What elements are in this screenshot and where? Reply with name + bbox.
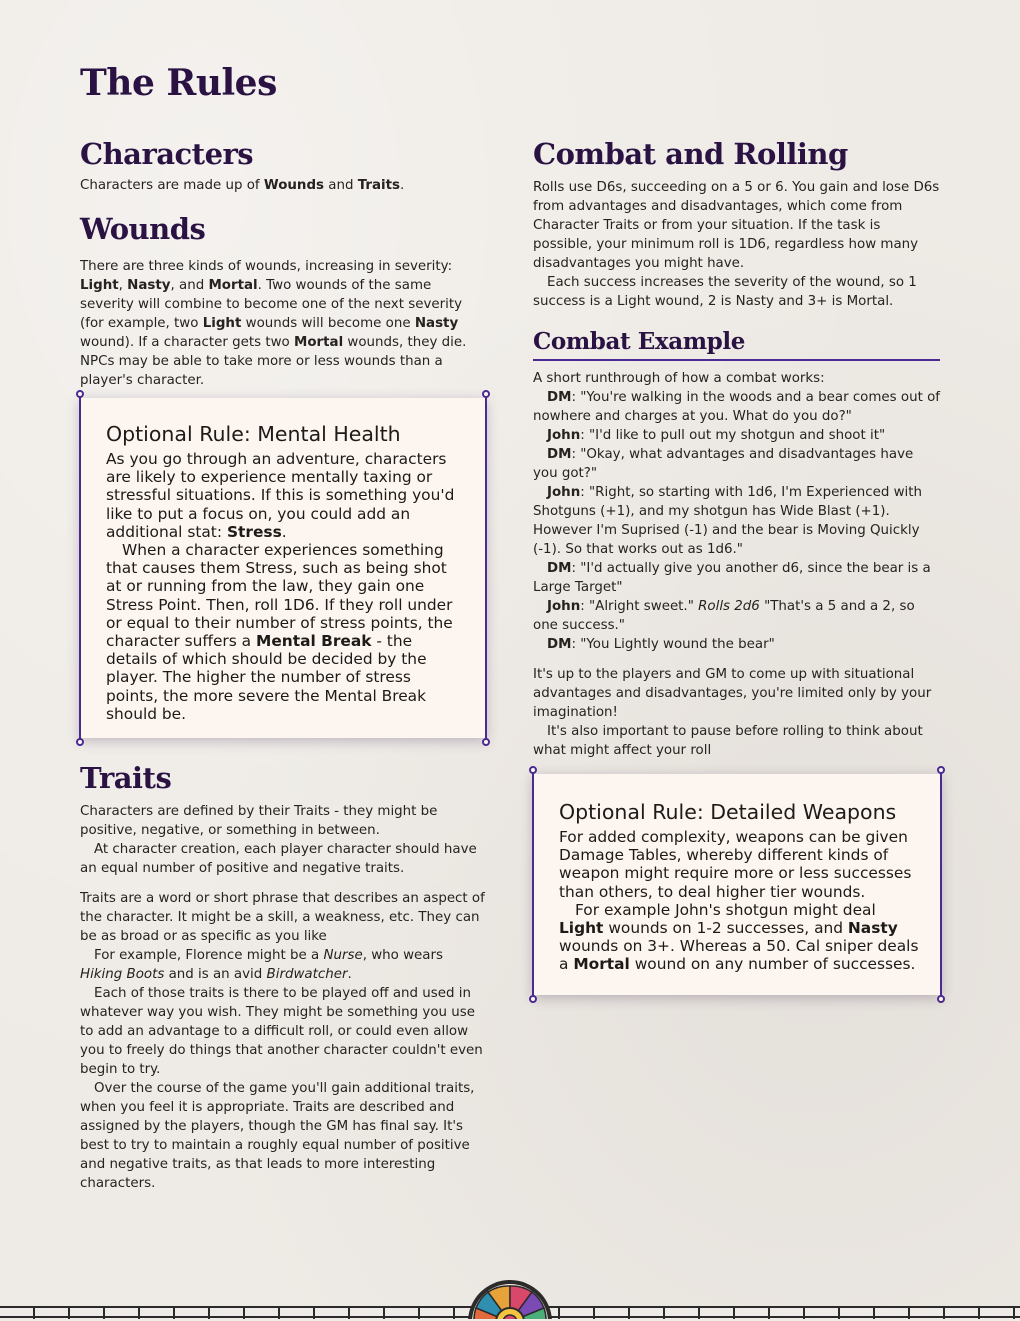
traits-p5: Each of those traits is there to be played off and used in whatever way you wish. They might be something you use to add an advantage to a difficult roll, or could even allow you to freely do things that another character couldn't even begin to try.	[80, 986, 483, 1077]
weapons-p1: For added complexity, weapons can be given Damage Tables, whereby different kinds of weapon might require more or less successes than others, to deal higher tier wounds.	[559, 828, 912, 901]
ornament	[76, 390, 84, 398]
detailed-weapons-box	[533, 774, 941, 995]
ornament	[529, 766, 537, 774]
wounds-heading: Wounds	[80, 212, 206, 246]
traits-p2: At character creation, each player character should have an equal number of positive and negative traits.	[80, 842, 477, 876]
characters-heading: Characters	[80, 137, 254, 171]
combat-after-p1: It's up to the players and GM to come up with situational advantages and disadvantages, you're limited only by your imagination!	[533, 667, 932, 720]
dialogue-line: DM: "You Lightly wound the bear"	[547, 637, 775, 652]
ornament	[482, 738, 490, 746]
wounds-text: There are three kinds of wounds, increasing in severity: Light, Nasty, and Mortal. Two wounds of the same severity will combine to become one of the next severity (for example, two Light wounds will become one Nasty wound). If a character gets two Mortal wounds, they die. NPCs may be able to take more or less wounds than a player's character.	[80, 259, 467, 388]
traits-p3: Traits are a word or short phrase that describes an aspect of the character. It might be a skill, a weakness, etc. They can be as broad or as specific as you like	[80, 891, 485, 944]
mental-health-p2: When a character experiences something that causes them Stress, such as being shot at or running from the law, they gain one Stress Point. Then, roll 1D6. If they roll under or equal to their number of stress points, the character suffers a Mental Break - the details of which should be decided by the player. The higher the number of stress points, the more severe the Mental Break should be.	[106, 541, 453, 723]
stained-glass-emblem	[466, 1278, 554, 1319]
mental-health-p1: As you go through an adventure, characters are likely to experience mentally taxing or stressful situations. If this is something you'd like to put a focus on, you could add an additional stat: Stress.	[106, 450, 455, 541]
ornament	[529, 995, 537, 1003]
page-title: The Rules	[80, 62, 277, 104]
mental-health-title: Optional Rule: Mental Health	[106, 422, 401, 446]
combat-p2: Each success increases the severity of the wound, so 1 success is a Light wound, 2 is Nasty and 3+ is Mortal.	[533, 275, 917, 309]
dialogue-line: John: "I'd like to pull out my shotgun and shoot it"	[547, 428, 886, 443]
traits-p1: Characters are defined by their Traits - they might be positive, negative, or something in between.	[80, 804, 438, 838]
left-column	[80, 134, 485, 390]
box-right-border	[485, 394, 487, 742]
dialogue-line: John: "Right, so starting with 1d6, I'm Experienced with Shotguns (+1), and my shotgun has Wide Blast (+1). However I'm Suprised (-1) and the bear is Moving Quickly (-1). So that works out as 1d6."	[533, 485, 923, 557]
mental-health-box	[80, 398, 486, 738]
combat-p1: Rolls use D6s, succeeding on a 5 or 6. You gain and lose D6s from advantages and disadvantages, which come from Character Traits or from your situation. If the task is possible, your minimum roll is 1D6, regardless how many disadvantages you might have.	[533, 180, 940, 271]
traits-p4: For example, Florence might be a Nurse, who wears Hiking Boots and is an avid Birdwatcher.	[80, 948, 443, 982]
traits-heading: Traits	[80, 761, 172, 795]
traits-section	[80, 758, 485, 1193]
dialogue-line: John: "Alright sweet." Rolls 2d6 "That's a 5 and a 2, so one success."	[533, 599, 915, 633]
combat-example-intro: A short runthrough of how a combat works:	[533, 371, 825, 386]
right-column	[533, 134, 940, 760]
ornament	[76, 738, 84, 746]
ornament	[937, 766, 945, 774]
characters-text: Characters are made up of Wounds and Traits.	[80, 178, 405, 193]
weapons-p2: For example John's shotgun might deal Light wounds on 1-2 successes, and Nasty wounds on 3+. Whereas a 50. Cal sniper deals a Mortal wound on any number of successes.	[559, 900, 919, 974]
traits-p6: Over the course of the game you'll gain additional traits, when you feel it is appropriate. Traits are described and assigned by the players, though the GM has final say. It's best to try to maintain a roughly equal number of positive and negative traits, as that leads to more interesting characters.	[80, 1081, 475, 1191]
combat-after-p2: It's also important to pause before rolling to think about what might affect your roll	[533, 724, 923, 758]
dialogue-line: DM: "I'd actually give you another d6, since the bear is a Large Target"	[533, 561, 931, 595]
heading-rule	[533, 359, 940, 361]
ornament	[937, 995, 945, 1003]
dialogue-line: DM: "Okay, what advantages and disadvantages have you got?"	[533, 447, 914, 481]
combat-heading: Combat and Rolling	[533, 137, 848, 171]
ornament	[482, 390, 490, 398]
box-left-border	[532, 770, 534, 999]
combat-example-heading: Combat Example	[533, 328, 745, 355]
dialogue-line: DM: "You're walking in the woods and a bear comes out of nowhere and charges at you. What do you do?"	[533, 390, 940, 424]
detailed-weapons-title: Optional Rule: Detailed Weapons	[559, 800, 897, 824]
box-left-border	[79, 394, 81, 742]
box-right-border	[940, 770, 942, 999]
